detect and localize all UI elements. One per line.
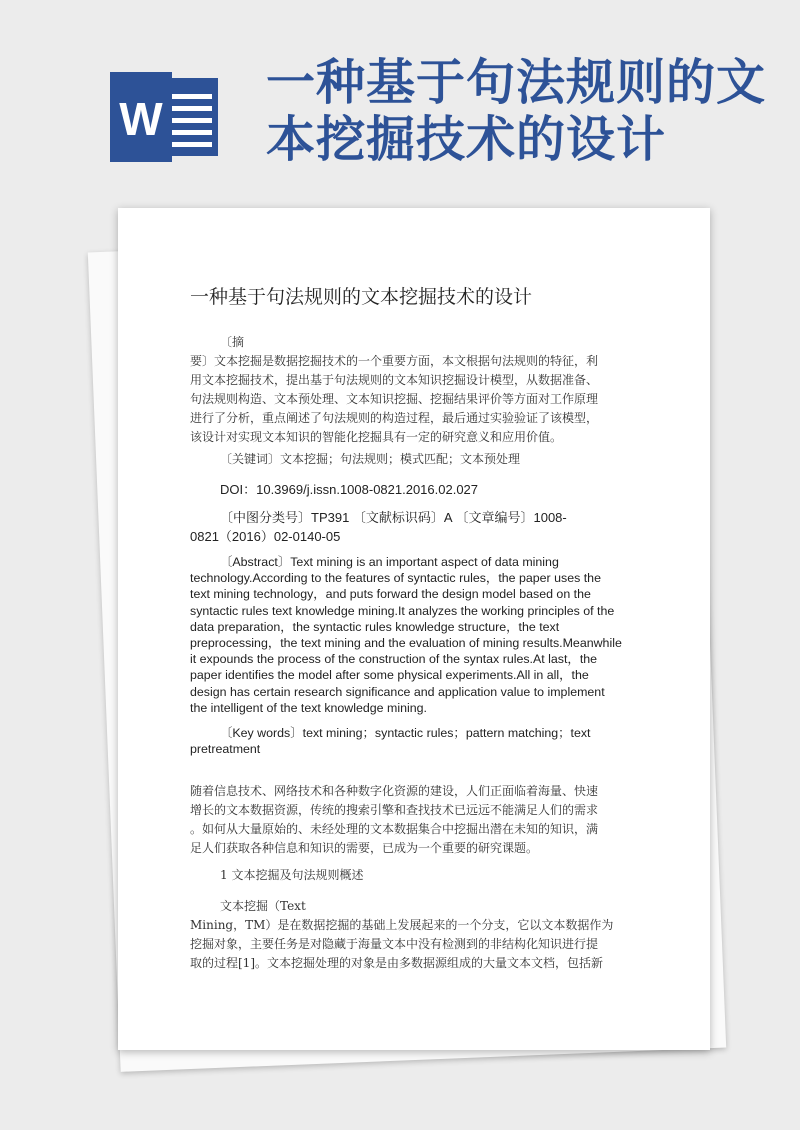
abstract-label: 〔摘 — [220, 335, 245, 349]
classification-line: 0821（2016）02-0140-05 — [190, 529, 341, 544]
abstract-en-line: paper identifies the model after some physical experiments.All in all，the — [190, 668, 589, 683]
abstract-line: 句法规则构造、文本预处理、文本知识挖掘、挖掘结果评价等方面对工作原理 — [190, 392, 599, 406]
keywords-en-block — [190, 725, 640, 757]
abstract-en-line: it expounds the process of the construction of the syntax rules.At last，the — [190, 652, 598, 667]
svg-text:W: W — [119, 93, 163, 145]
section-1-line: Mining，TM）是在数据挖掘的基础上发展起来的一个分支，它以文本数据作为 — [190, 918, 614, 932]
word-doc-icon — [110, 72, 222, 162]
intro-line: 足人们获取各种信息和知识的需要，已成为一个重要的研究课题。 — [190, 841, 539, 855]
banner-title-line-2: 本挖掘技术的设计 — [266, 110, 667, 168]
abstract-en-line: 〔Abstract〕Text mining is an important aspect of data mining — [220, 555, 559, 569]
document-title: 一种基于句法规则的文本挖掘技术的设计 — [190, 286, 533, 308]
keywords: 〔关键词〕文本挖掘；句法规则；模式匹配；文本预处理 — [220, 452, 521, 466]
banner-title-line-1: 一种基于句法规则的文 — [266, 53, 767, 111]
abstract-line: 用文本挖掘技术，提出基于句法规则的文本知识挖掘设计模型，从数据准备、 — [190, 373, 599, 387]
abstract-en-line: text mining technology，and puts forward the design model based on the — [190, 587, 591, 602]
classification-line: 〔中图分类号〕TP391 〔文献标识码〕A 〔文章编号〕1008- — [220, 510, 567, 525]
section-1-heading: 1 文本挖掘及句法规则概述 — [220, 868, 364, 882]
abstract-en-line: technology.According to the features of syntactic rules，the paper uses the — [190, 571, 601, 586]
abstract-en-line: data preparation，the syntactic rules knowledge structure，the text — [190, 619, 560, 634]
classification-block — [190, 508, 640, 546]
section-1-paragraph — [190, 897, 640, 973]
section-1-lead: 文本挖掘（Text — [220, 899, 306, 913]
keywords-en-line: pretreatment — [190, 742, 261, 757]
abstract-en-line: syntactic rules text knowledge mining.It analyzes the working principles of the — [190, 603, 615, 618]
doi: DOI：10.3969/j.issn.1008-0821.2016.02.027 — [220, 482, 479, 497]
intro-paragraph — [190, 782, 640, 858]
abstract-line: 进行了分析，重点阐述了句法规则的构造过程，最后通过实验验证了该模型， — [190, 411, 599, 425]
keywords-en-line: 〔Key words〕text mining；syntactic rules；pattern matching；text — [220, 726, 591, 740]
intro-line: 增长的文本数据资源，传统的搜索引擎和查找技术已远远不能满足人们的需求 — [190, 803, 599, 817]
section-1-line: 挖掘对象，主要任务是对隐藏于海量文本中没有检测到的非结构化知识进行提 — [190, 937, 599, 951]
abstract-en-line: the intelligent of the text knowledge mining. — [190, 700, 427, 715]
intro-line: 。如何从大量原始的、未经处理的文本数据集合中挖掘出潜在未知的知识，满 — [190, 822, 599, 836]
abstract-line: 要〕文本挖掘是数据挖掘技术的一个重要方面，本文根据句法规则的特征，利 — [190, 354, 599, 368]
abstract-en-block — [190, 554, 640, 716]
banner-title — [266, 54, 786, 168]
abstract-en-line: design has certain research significance and application value to implement — [190, 684, 605, 699]
section-1-line: 取的过程[1]。文本挖掘处理的对象是由多数据源组成的大量文本文档，包括新 — [190, 956, 604, 970]
abstract-block — [190, 333, 640, 447]
abstract-line: 该设计对实现文本知识的智能化挖掘具有一定的研究意义和应用价值。 — [190, 430, 563, 444]
abstract-en-line: preprocessing，the text mining and the evaluation of mining results.Meanwhile — [190, 636, 622, 651]
intro-line: 随着信息技术、网络技术和各种数字化资源的建设，人们正面临着海量、快速 — [190, 784, 599, 798]
